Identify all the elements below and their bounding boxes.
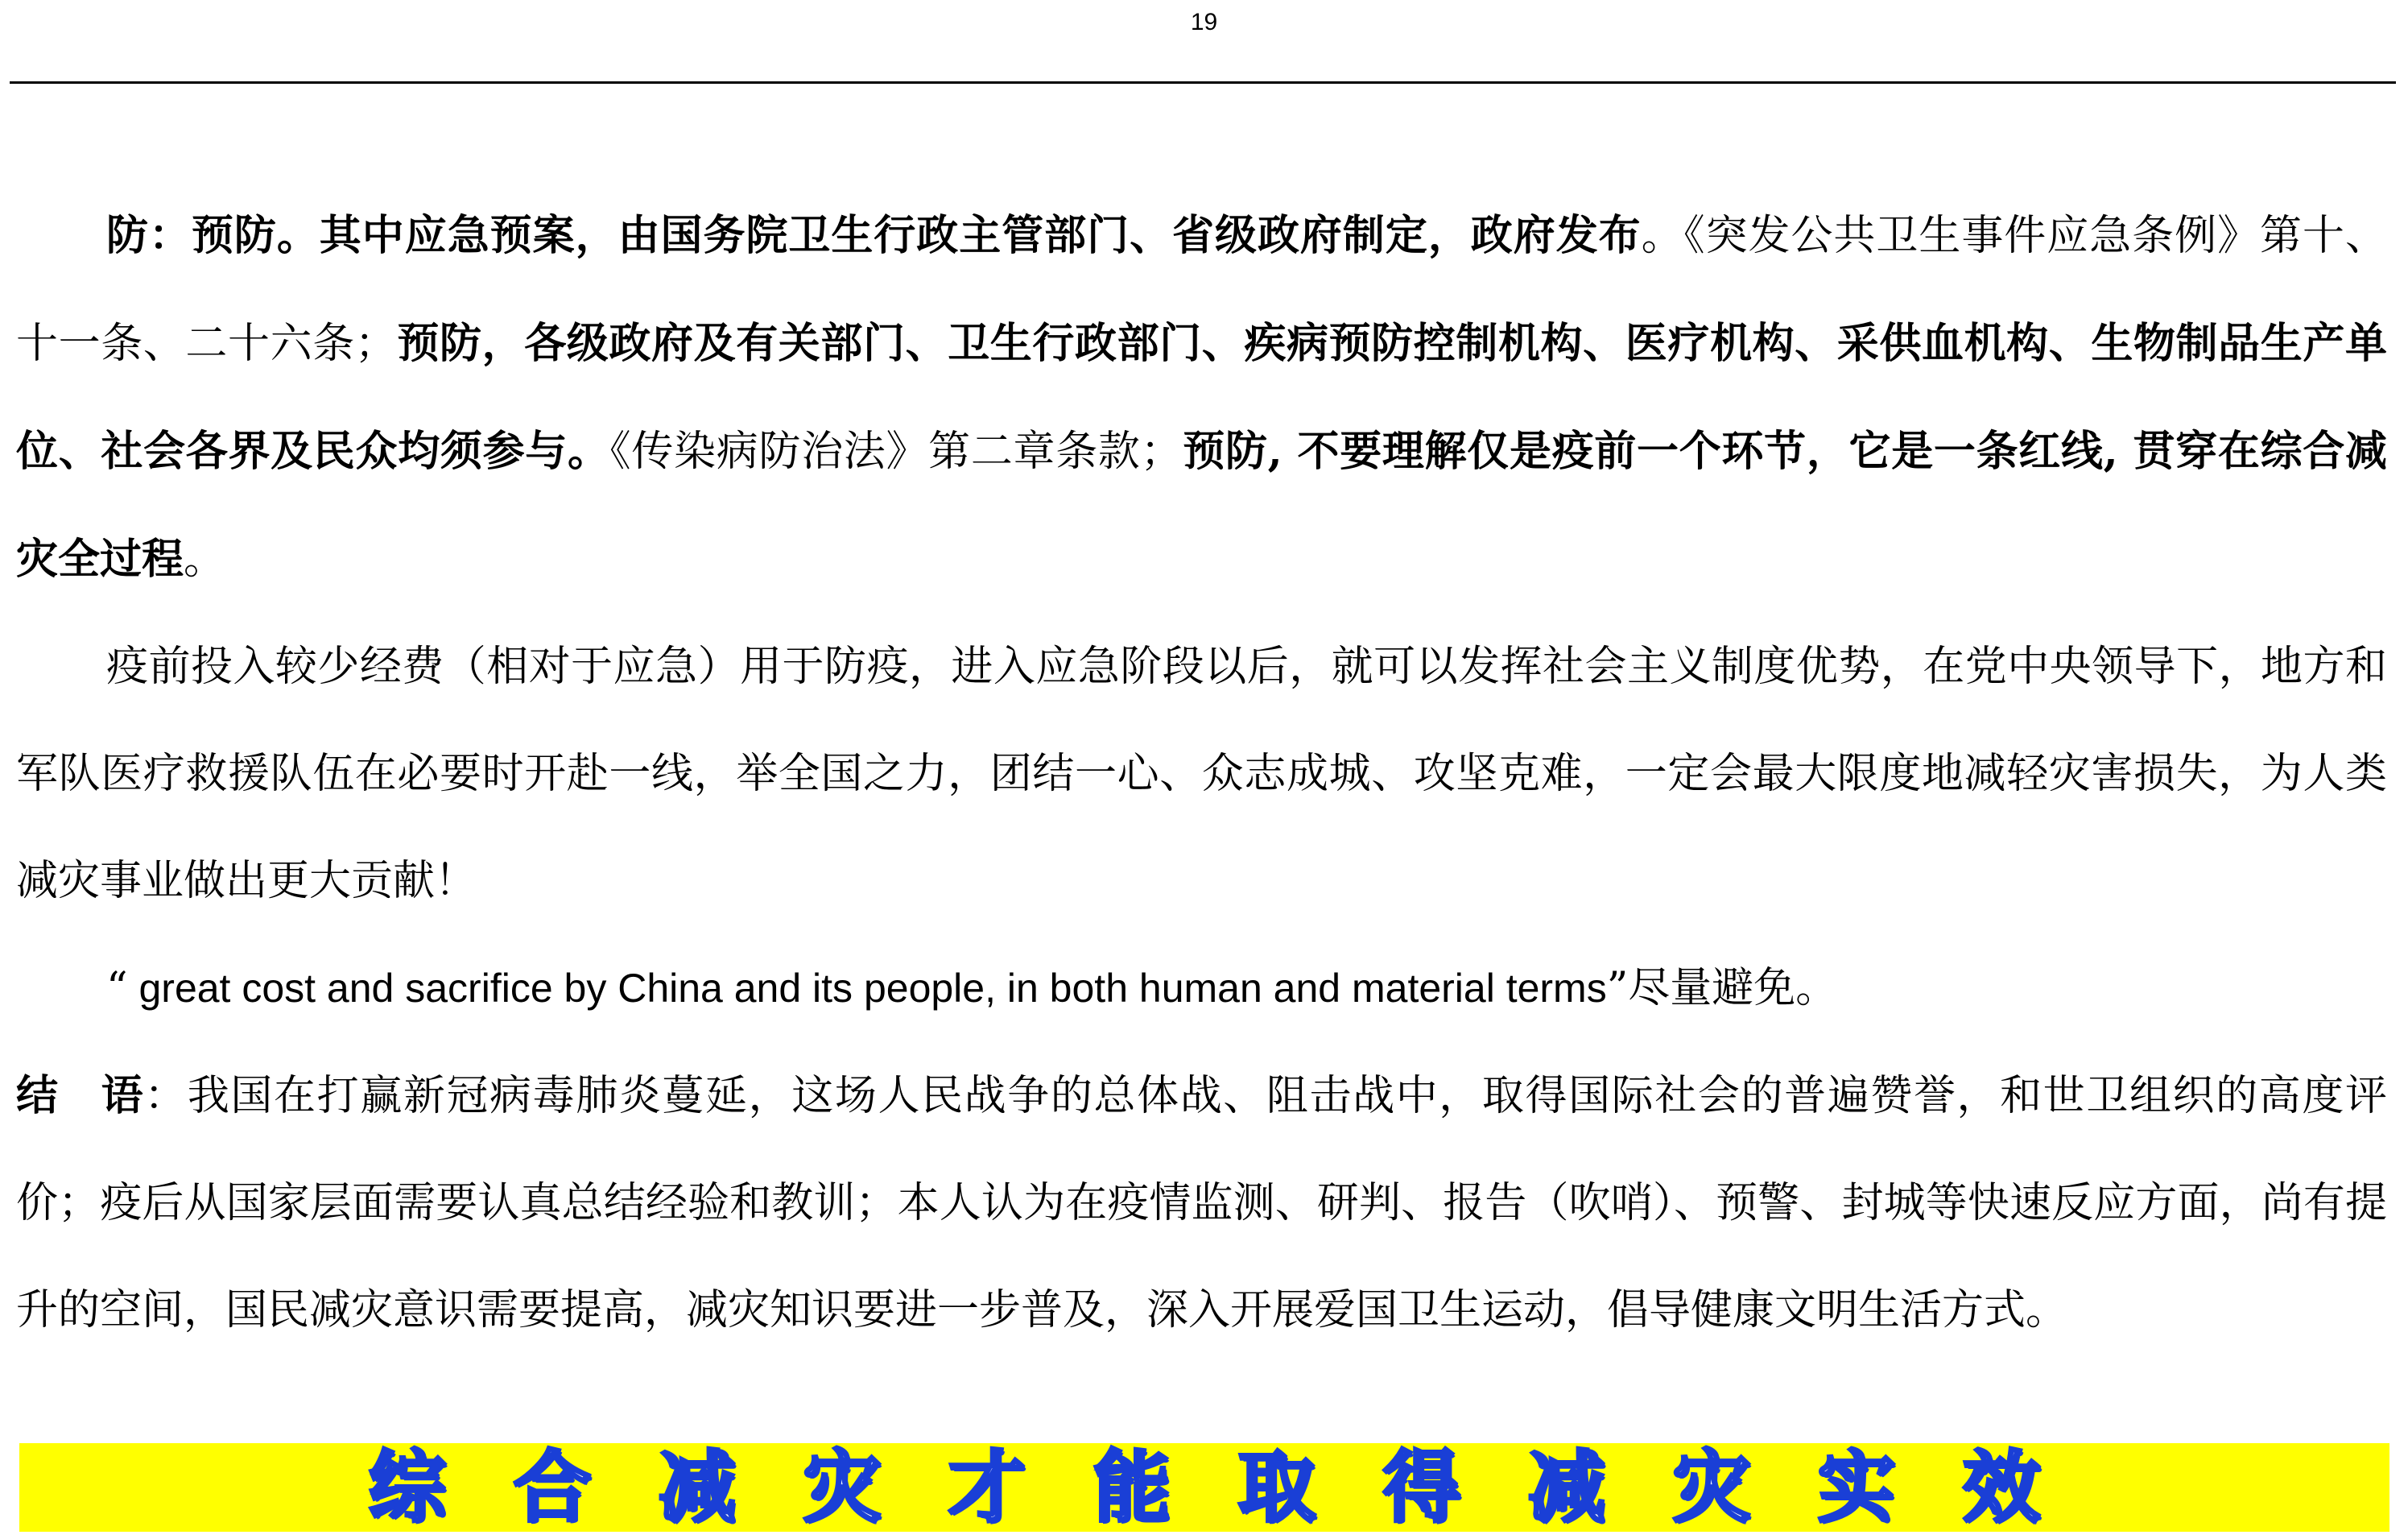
prevention-period: 。 [184, 536, 226, 584]
law-reference: 《传染病防治法》第二章条款； [609, 428, 1183, 476]
prevention-heading: 防：预防。其中应急预案，由国务院卫生行政主管部门、省级政府制定，政府发布 [106, 211, 1642, 260]
english-quote: great cost and sacrifice by China and its people, in both human and material terms [127, 966, 1607, 1011]
quote-tail: 尽量避免。 [1628, 964, 1838, 1012]
paragraph-prevention [16, 182, 2387, 614]
header-rule [10, 81, 2396, 84]
close-quote: ” [1606, 964, 1629, 1012]
prevention-red-line: 预防, 不要理解仅是疫前一个环节，它是一条红线, 贯穿在综合减灾全过程 [16, 427, 2387, 584]
document-body [16, 182, 2387, 1364]
slogan-text: 综合减灾才能取得减灾实效 [369, 1443, 2108, 1532]
regulation-reference: 。《突发公共卫生事件应急条例》第十、十一条、二十六条； [16, 212, 2387, 368]
paragraph-funding: 疫前投入较少经费（相对于应急）用于防疫，进入应急阶段以后，就可以发挥社会主义制度优势，在党中央领导下，地方和军队医疗救援队伍在必要时开赴一线，举全国之力，团结一心、众志成城、攻坚克难，一定会最大限度地减轻灾害损失，为人类减灾事业做出更大贡献！ [16, 643, 2387, 905]
slogan-banner [19, 1443, 2389, 1532]
page-number: 19 [1190, 9, 1218, 35]
conclusion-label-first: 结 [16, 1071, 101, 1120]
conclusion-label-last: 语 [101, 1071, 145, 1120]
open-quote: “ [106, 964, 128, 1012]
prevention-participants: 预防，各级政府及有关部门、卫生行政部门、疾病预防控制机构、医疗机构、采供血机构、生物制品生产单位、社会各界及民众均须参与。 [16, 319, 2387, 476]
paragraph-conclusion [16, 1042, 2387, 1364]
paragraph-quote [16, 935, 2387, 1042]
conclusion-text: ：我国在打赢新冠病毒肺炎蔓延，这场人民战争的总体战、阻击战中，取得国际社会的普遍赞誉，和世卫组织的高度评价；疫后从国家层面需要认真总结经验和教训；本人认为在疫情监测、研判、报告（吹哨）、预警、封城等快速反应方面，尚有提升的空间，国民减灾意识需要提高，减灾知识要进一步普及，深入开展爱国卫生运动，倡导健康文明生活方式。 [16, 1072, 2387, 1334]
